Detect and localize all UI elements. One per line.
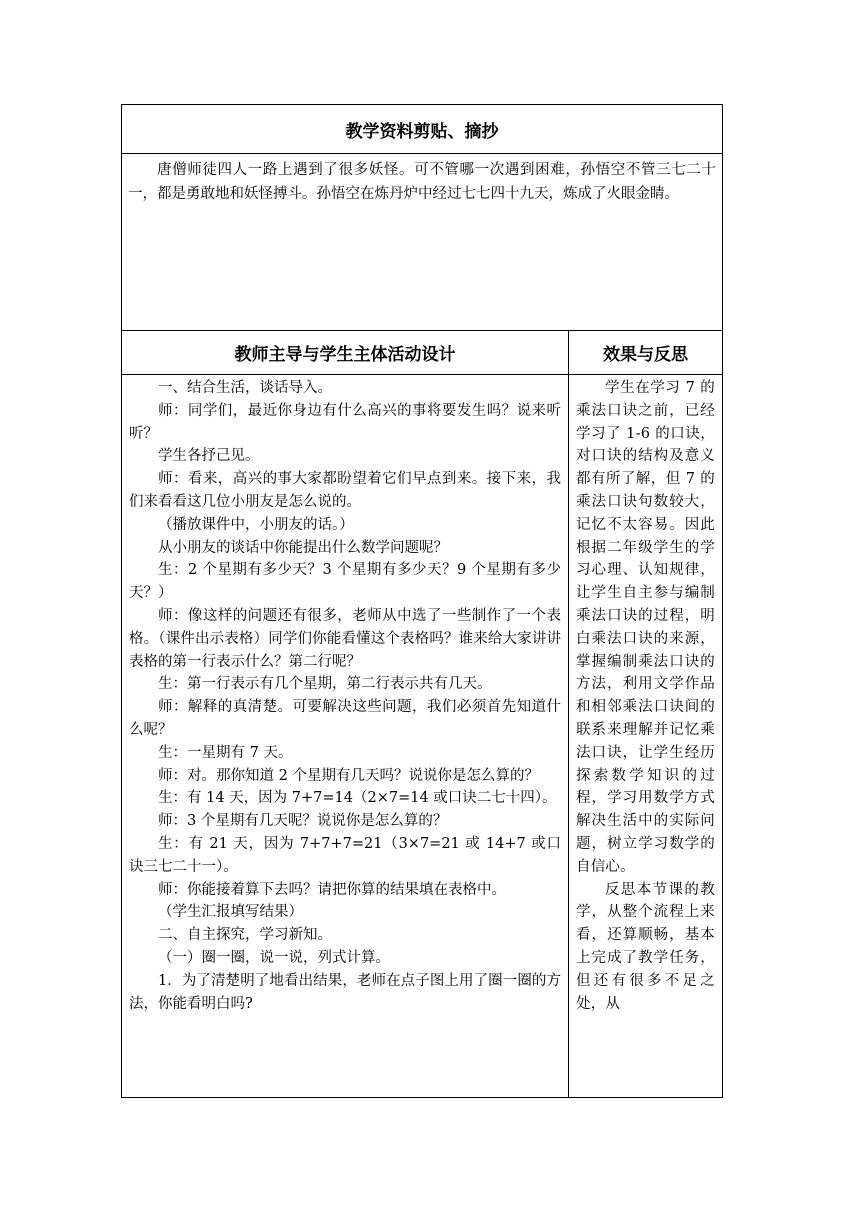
activity-line: 一、结合生活，谈话导入。 [158,380,332,396]
activity-line: 生：一星期有 7 天。 [158,744,293,761]
activity-line: （一）圈一圈，说一说，列式计算。 [158,949,390,966]
activity-line: 师：同学们，最近你身边有什么高兴的事将要发生吗？说来听听？ [129,402,561,442]
excerpt-text: 唐僧师徒四人一路上遇到了很多妖怪。可不管哪一次遇到困难，孙悟空不管三七二十一，都是勇敢地和妖怪搏斗。孙悟空在炼丹炉中经过七七四十九天，炼成了火眼金睛。 [128,162,716,202]
activity-line: （播放课件中，小朋友的话。） [158,516,354,533]
activity-design-cell [122,375,569,1098]
reflection-paragraph: 反思本节课的教学，从整个流程上来看，还算顺畅，基本上完成了教学任务，但还有很多不足之处，从 [576,881,715,1012]
excerpt-cell [122,154,723,331]
reflection-text [569,375,722,1015]
activity-line: 二、自主探究，学习新知。 [158,927,332,944]
activity-line: 生：2 个星期有多少天？3 个星期有多少天？9 个星期有多少天？） [129,562,561,602]
excerpt-header [122,105,723,154]
activity-design-title: 教师主导与学生主体活动设计 [234,345,456,365]
lesson-plan-table [121,104,723,1098]
activity-line: 师：你能接着算下去吗？请把你算的结果填在表格中。 [158,881,506,898]
activity-line: 师：对。那你知道 2 个星期有几天吗？说说你是怎么算的？ [158,767,539,784]
activity-line: 学生各抒己见。 [158,448,260,465]
activity-line: 师：像这样的问题还有很多，老师从中选了一些制作了一个表格。（课件出示表格）同学们你能看懂这个表格吗？谁来给大家讲讲表格的第一行表示什么？第二行呢？ [129,607,561,670]
reflection-title: 效果与反思 [603,345,688,365]
activity-line: （学生汇报填写结果） [158,904,303,921]
activity-design-header [122,331,569,375]
activity-line: 师：3 个星期有几天呢？说说你是怎么算的？ [158,813,448,830]
activity-lines [122,375,568,1015]
reflection-cell [569,375,723,1098]
activity-line: 生：有 14 天，因为 7+7=14（2×7=14 或口诀二七十四）。 [158,790,557,807]
reflection-paragraph: 学生在学习 7 的乘法口诀之前，已经学习了 1-6 的口诀，对口诀的结构及意义都有所了解，但 7 的乘法口诀句数较大，记忆不太容易。因此根据二年级学生的学习心理、认知规律，让学生自主参与编制乘法口诀的过程，明白乘法口诀的来源，掌握编制乘法口诀的方法，利用文学作品和相邻乘法口诀间的联系来理解并记忆乘法口诀，让学生经历探索数学知识的过程，学习用数学方式解决生活中的实际问题，树立学习数学的自信心。 [576,380,715,875]
activity-line: 师：看来，高兴的事大家都盼望着它们早点到来。接下来，我们来看看这几位小朋友是怎么说的。 [129,471,561,510]
activity-line: 师：解释的真清楚。可要解决这些问题，我们必须首先知道什么呢？ [129,699,561,738]
activity-line: 1．为了清楚明了地看出结果，老师在点子图上用了圈一圈的方法，你能看明白吗? [129,972,561,1012]
activity-line: 从小朋友的谈话中你能提出什么数学问题呢？ [158,539,448,556]
excerpt-title: 教学资料剪贴、摘抄 [345,121,499,142]
activity-line: 生：第一行表示有几个星期，第二行表示共有几天。 [158,676,492,693]
reflection-header [569,331,723,375]
activity-line: 生：有 21 天，因为 7+7+7=21（3×7=21 或 14+7 或口诀三七二十一）。 [129,835,561,875]
